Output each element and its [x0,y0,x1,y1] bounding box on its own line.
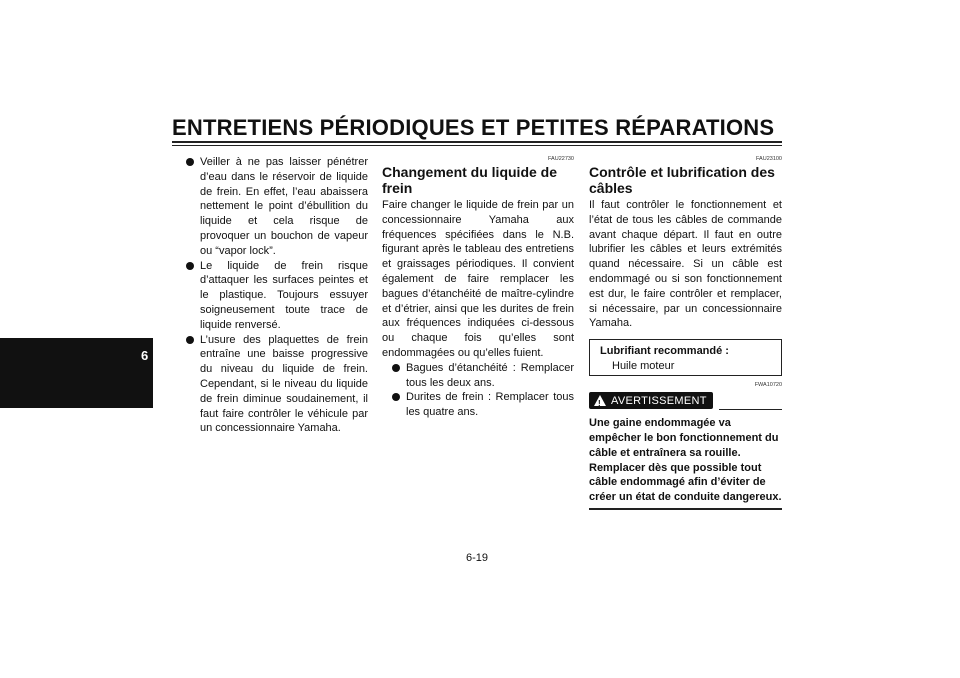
title-rule-thin [172,145,782,146]
bullet-text: Bagues d’étanchéité : Remplacer tous les deux ans. [406,361,574,389]
lubricant-box [589,339,782,376]
section-code: FAU23100 [756,156,782,162]
bullet-text: L’usure des plaquettes de frein entraîne une baisse progressive du niveau du liquide de frein. Cependant, si le niveau du liquide de frein diminue soudainement, il faut faire contrôler le véhicule par un concessionnaire Yamaha. [200,333,368,435]
warning-text: Une gaine endommagée va empêcher le bon fonctionnement du câble et entraînera sa rouille. Remplacer dès que possible tout câble endommagé afin d’éviter de créer un état de conduite dangereux. [589,417,782,504]
chapter-tab [0,338,153,408]
warning-code: FWA10720 [754,382,782,389]
lubricant-label: Lubrifiant recommandé : [600,345,729,358]
chapter-number: 6 [141,348,149,363]
column-3 [589,156,782,510]
bullet-item [392,361,574,391]
bullet-icon [186,336,194,344]
section-code: FAU22730 [548,156,574,162]
bullet-icon [186,158,194,166]
lubricant-value: Huile moteur [612,359,675,372]
column-1 [186,155,368,436]
bullet-item [186,333,368,437]
column-2 [382,156,574,420]
page-number: 6-19 [466,552,489,564]
exclamation-icon: ! [598,399,601,409]
section-heading: Contrôle et lubrification des câbles [589,164,775,196]
bullet-icon [392,364,400,372]
warning-bottom-rule [589,508,782,510]
warning-label: AVERTISSEMENT [611,395,707,408]
section-body: Il faut contrôler le fonctionnement et l’état de tous les câbles de commande avant chaque départ. Il faut en outre lubrifier les câbles et leurs extrémités quand nécessaire. Si un câble est endommagé ou si son fonctionnement est dur, le faire contrôler et remplacer, si nécessaire, par un concessionnaire Yamaha. [589,199,782,330]
bullet-icon [186,262,194,270]
bullet-text: Le liquide de frein risque d’attaquer les surfaces peintes et le plastique. Toujours essuyer soigneusement toute trace de liquide renversé. [200,259,368,331]
section-body: Faire changer le liquide de frein par un concessionnaire Yamaha aux fréquences spécifiées dans le N.B. figurant après le tableau des entretiens et graissages périodiques. Il convient également de faire remplacer les bagues d’étanchéité de maître-cylindre et d’étrier, ainsi que les durites de frein aux fréquences indiquées ci-dessous ou chaque fois qu’elles sont endommagées ou qu’elles fuient. [382,199,574,359]
bullet-item [186,259,368,333]
bullet-icon [392,393,400,401]
warning-header [589,392,782,410]
section-heading: Changement du liquide de frein [382,164,558,196]
bullet-text: Durites de frein : Remplacer tous les quatre ans. [406,391,574,419]
bullet-item [392,390,574,420]
bullet-text: Veiller à ne pas laisser pénétrer d’eau dans le réservoir de liquide de frein. En effet, l’eau abaissera nettement le point d’ébullition du liquide et cela risque de provoquer un bouchon de vapeur ou “vapor lock”. [200,156,368,257]
warning-rule [719,409,782,410]
title-rule [172,141,782,143]
bullet-item [186,155,368,259]
warning-badge [589,392,713,409]
page-title: ENTRETIENS PÉRIODIQUES ET PETITES RÉPARATIONS [172,115,775,140]
